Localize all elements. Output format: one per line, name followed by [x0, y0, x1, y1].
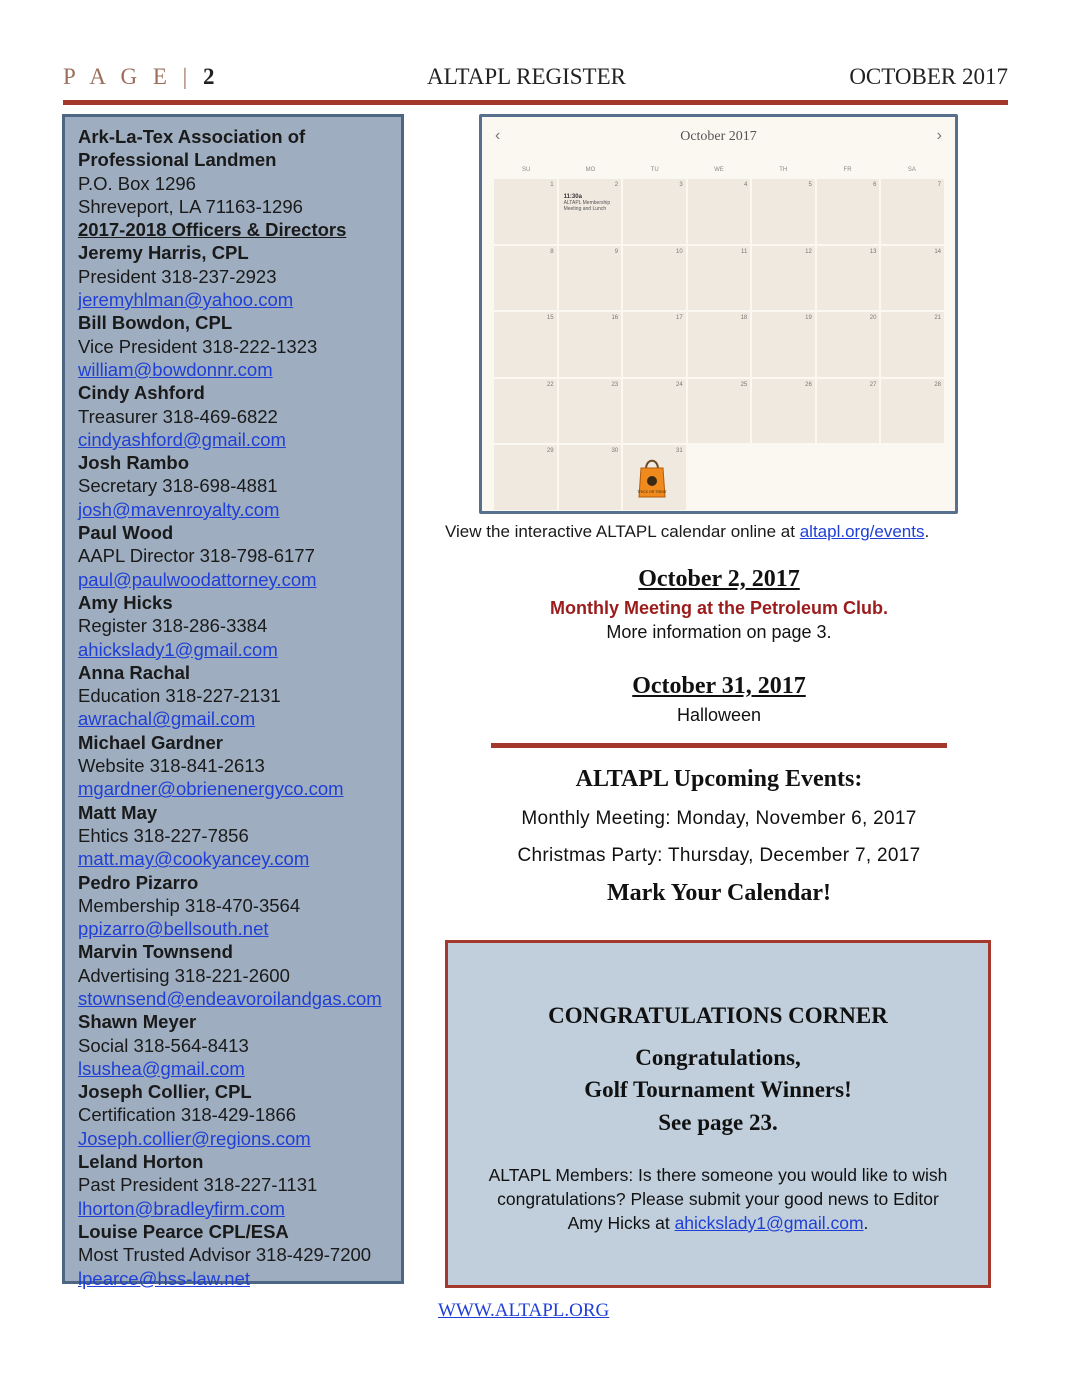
officer-email-link[interactable]: cindyashford@gmail.com	[78, 428, 286, 450]
events-link[interactable]: altapl.org/events	[799, 522, 925, 541]
officer-name: Josh Rambo	[78, 452, 190, 474]
calendar-month-title: October 2017	[680, 129, 757, 144]
day-number: 6	[873, 182, 877, 188]
header-divider	[63, 100, 1008, 105]
halloween-bag-icon	[637, 455, 667, 499]
weekday-label: TU	[650, 167, 659, 173]
officer-email-link[interactable]: ppizarro@bellsouth.net	[78, 918, 269, 940]
weekday-label: SU	[521, 167, 531, 173]
officer-name: Louise Pearce CPL/ESA	[78, 1220, 289, 1242]
officer-role: Certification 318-429-1866	[78, 1104, 297, 1126]
officer-email-link[interactable]: jeremyhlman@yahoo.com	[78, 289, 294, 311]
officer-role: Vice President 318-222-1323	[78, 335, 318, 357]
officer-role: Most Trusted Advisor 318-429-7200	[78, 1244, 372, 1266]
congrats-body3-text: Amy Hicks at	[567, 1213, 670, 1233]
calendar-day-cell[interactable]	[881, 179, 944, 244]
officer-email-link[interactable]: stownsend@endeavoroilandgas.com	[78, 987, 382, 1009]
event-time: 11:30a	[563, 194, 582, 200]
officer-email-link[interactable]: matt.may@cookyancey.com	[78, 848, 310, 870]
calendar-day-cell[interactable]	[494, 246, 557, 311]
day-number: 2	[614, 182, 619, 188]
weekday-label: FR	[843, 167, 852, 173]
officer-email-link[interactable]: paul@paulwoodattorney.com	[78, 568, 317, 590]
calendar-day-cell[interactable]	[817, 312, 880, 377]
officer-email-link[interactable]: lhorton@bradleyfirm.com	[78, 1197, 285, 1219]
officer-role: Treasurer 318-469-6822	[78, 405, 278, 427]
calendar-event[interactable]	[564, 194, 619, 212]
calendar-day-cell[interactable]	[559, 379, 622, 444]
calendar-empty-cell	[752, 445, 815, 510]
day-number: 10	[676, 248, 683, 255]
officer-role: Education 318-227-2131	[78, 685, 281, 707]
event-title-oct2: Monthly Meeting at the Petroleum Club.	[549, 598, 888, 618]
calendar-day-cell[interactable]	[752, 379, 815, 444]
day-number: 3	[679, 182, 683, 188]
officer-role: Ehtics 318-227-7856	[78, 824, 249, 846]
officer-email-link[interactable]: william@bowdonnr.com	[78, 358, 273, 380]
day-number: 17	[676, 315, 683, 322]
day-number: 4	[743, 182, 748, 188]
officer-name: Shawn Meyer	[78, 1011, 197, 1033]
calendar-link-end: .	[924, 522, 930, 541]
page-number: 2	[203, 64, 215, 89]
calendar-widget	[479, 114, 958, 514]
address-line1: P.O. Box 1296	[78, 172, 196, 194]
congrats-line1: Congratulations,	[635, 1045, 801, 1070]
calendar-day-cell[interactable]	[817, 379, 880, 444]
calendar-day-cell[interactable]	[623, 312, 686, 377]
calendar-day-cell[interactable]	[623, 179, 686, 244]
calendar-day-cell[interactable]	[688, 312, 751, 377]
weekday-label: MO	[585, 167, 596, 173]
calendar-day-cell[interactable]	[688, 179, 751, 244]
officer-name: Marvin Townsend	[78, 941, 233, 963]
upcoming-heading: ALTAPL Upcoming Events:	[575, 766, 863, 792]
day-number: 14	[934, 248, 941, 255]
page-label-text: P A G E |	[63, 64, 193, 89]
officer-name: Jeremy Harris, CPL	[78, 242, 249, 264]
next-month-button[interactable]: ›	[936, 127, 942, 144]
officer-name: Pedro Pizarro	[78, 871, 199, 893]
section-divider	[491, 743, 947, 748]
congrats-body2: congratulations? Please submit your good news to Editor	[497, 1189, 939, 1209]
officers-sidebar	[62, 114, 404, 1289]
congrats-title: CONGRATULATIONS CORNER	[548, 1003, 888, 1028]
day-number: 13	[869, 248, 877, 255]
bag-label: TRICK OR TREAT	[637, 490, 667, 495]
day-number: 11	[741, 248, 748, 255]
event-text: ALTAPL Membership Meeting and Lunch	[563, 200, 611, 212]
day-number: 25	[740, 381, 748, 388]
issue-date: OCTOBER 2017	[849, 64, 1008, 89]
congrats-body3-end: .	[863, 1213, 869, 1233]
day-number: 12	[805, 248, 812, 255]
upcoming-item-party: Christmas Party: Thursday, December 7, 2017	[517, 845, 921, 866]
event-info-oct2: More information on page 3.	[606, 622, 832, 642]
congratulations-corner	[445, 940, 991, 1288]
officer-name: Leland Horton	[78, 1151, 204, 1173]
bag-pumpkin	[647, 476, 657, 486]
weekday-label: TH	[779, 167, 788, 173]
officer-role: Past President 318-227-1131	[78, 1174, 318, 1196]
calendar-day-cell[interactable]	[494, 445, 557, 510]
day-number: 27	[869, 381, 877, 388]
officer-email-link[interactable]: awrachal@gmail.com	[78, 708, 256, 730]
day-number: 1	[550, 182, 554, 188]
day-number: 9	[614, 248, 619, 255]
editor-email-link[interactable]: ahickslady1@gmail.com	[674, 1213, 864, 1233]
officer-list	[78, 241, 401, 1289]
address-line2: Shreveport, LA 71163-1296	[78, 195, 303, 217]
calendar-day-cell[interactable]	[688, 379, 751, 444]
officer-email-link[interactable]: ahickslady1@gmail.com	[78, 638, 278, 660]
officer-role: Advertising 318-221-2600	[78, 964, 290, 986]
calendar-link-text: View the interactive ALTAPL calendar online at	[445, 522, 795, 541]
officer-name: Matt May	[78, 801, 158, 823]
calendar-day-cell[interactable]	[752, 179, 815, 244]
org-name-line2: Professional Landmen	[78, 149, 277, 171]
calendar-empty-cell	[881, 445, 944, 510]
calendar-day-cell[interactable]	[623, 379, 686, 444]
officer-email-link[interactable]: mgardner@obrienenergyco.com	[78, 778, 344, 800]
event-date-oct31: October 31, 2017	[632, 673, 806, 699]
calendar-day-cell[interactable]	[559, 312, 622, 377]
officer-name: Anna Rachal	[78, 661, 191, 683]
day-number: 24	[676, 381, 683, 388]
event-date-oct2: October 2, 2017	[638, 566, 800, 592]
officer-role: Membership 318-470-3564	[78, 894, 301, 916]
publication-title: ALTAPL REGISTER	[427, 64, 626, 89]
day-number: 7	[937, 182, 941, 188]
day-number: 29	[546, 448, 554, 455]
officer-name: Paul Wood	[78, 522, 174, 544]
officer-role: Social 318-564-8413	[78, 1034, 249, 1056]
officer-role: Website 318-841-2613	[78, 755, 265, 777]
congrats-line3: See page 23.	[658, 1110, 778, 1135]
day-number: 16	[611, 315, 619, 322]
calendar-link-line	[445, 522, 929, 542]
day-number: 31	[676, 448, 683, 455]
calendar-day-cell[interactable]	[494, 379, 557, 444]
day-number: 30	[611, 448, 619, 455]
officer-name: Joseph Collier, CPL	[78, 1081, 252, 1103]
officer-name: Bill Bowdon, CPL	[78, 312, 233, 334]
calendar-day-cell[interactable]	[881, 379, 944, 444]
day-number: 21	[934, 315, 941, 322]
calendar-day-cell[interactable]	[623, 246, 686, 311]
officer-email-link[interactable]: lpearce@hss-law.net	[78, 1267, 251, 1289]
officer-role: AAPL Director 318-798-6177	[78, 545, 315, 567]
calendar-day-cell[interactable]	[494, 179, 557, 244]
day-number: 5	[808, 182, 812, 188]
page-label	[63, 64, 215, 90]
calendar-day-cell[interactable]	[817, 179, 880, 244]
officer-email-link[interactable]: lsushea@gmail.com	[78, 1057, 245, 1079]
day-number: 26	[805, 381, 812, 388]
officer-role: Register 318-286-3384	[78, 615, 268, 637]
day-number: 23	[611, 381, 619, 388]
officer-role: President 318-237-2923	[78, 265, 277, 287]
calendar-day-cell[interactable]	[881, 246, 944, 311]
day-number: 28	[934, 381, 941, 388]
calendar-empty-cell	[688, 445, 751, 510]
upcoming-item-meeting: Monthly Meeting: Monday, November 6, 2017	[521, 808, 917, 829]
mark-calendar: Mark Your Calendar!	[607, 880, 831, 906]
day-number: 18	[740, 315, 748, 322]
calendar-day-cell[interactable]	[752, 246, 815, 311]
calendar-day-cell[interactable]	[559, 445, 622, 510]
website-link[interactable]: WWW.ALTAPL.ORG	[438, 1300, 610, 1321]
org-name-line1: Ark-La-Tex Association of	[78, 126, 306, 147]
officer-role: Secretary 318-698-4881	[78, 475, 278, 497]
calendar-day-cell[interactable]	[752, 312, 815, 377]
prev-month-button[interactable]: ‹	[495, 127, 501, 144]
calendar-empty-cell	[817, 445, 880, 510]
day-number: 19	[805, 315, 812, 322]
day-number: 22	[546, 381, 554, 388]
event-title-oct31: Halloween	[676, 705, 762, 725]
congrats-body1: ALTAPL Members: Is there someone you would like to wish	[488, 1165, 948, 1185]
day-number: 20	[869, 315, 877, 322]
day-number: 15	[546, 315, 554, 322]
calendar-day-cell[interactable]	[559, 246, 622, 311]
congrats-line2: Golf Tournament Winners!	[584, 1077, 852, 1102]
officer-email-link[interactable]: josh@mavenroyalty.com	[78, 498, 280, 520]
day-number: 8	[550, 248, 554, 255]
weekday-label: WE	[714, 167, 724, 173]
calendar-day-cell[interactable]	[881, 312, 944, 377]
officer-email-link[interactable]: Joseph.collier@regions.com	[78, 1127, 311, 1149]
officers-heading: 2017-2018 Officers & Directors	[78, 219, 347, 241]
officer-name: Amy Hicks	[78, 591, 173, 613]
congrats-body3	[448, 1211, 988, 1235]
calendar-grid	[494, 179, 944, 510]
weekday-label: SA	[907, 167, 916, 173]
calendar-day-cell[interactable]	[494, 312, 557, 377]
officer-name: Cindy Ashford	[78, 382, 205, 404]
calendar-day-cell[interactable]	[559, 179, 622, 244]
calendar-day-cell[interactable]	[817, 246, 880, 311]
calendar-day-cell[interactable]	[688, 246, 751, 311]
page-header	[63, 62, 1008, 94]
calendar-day-cell[interactable]	[623, 445, 686, 510]
officer-name: Michael Gardner	[78, 731, 223, 753]
